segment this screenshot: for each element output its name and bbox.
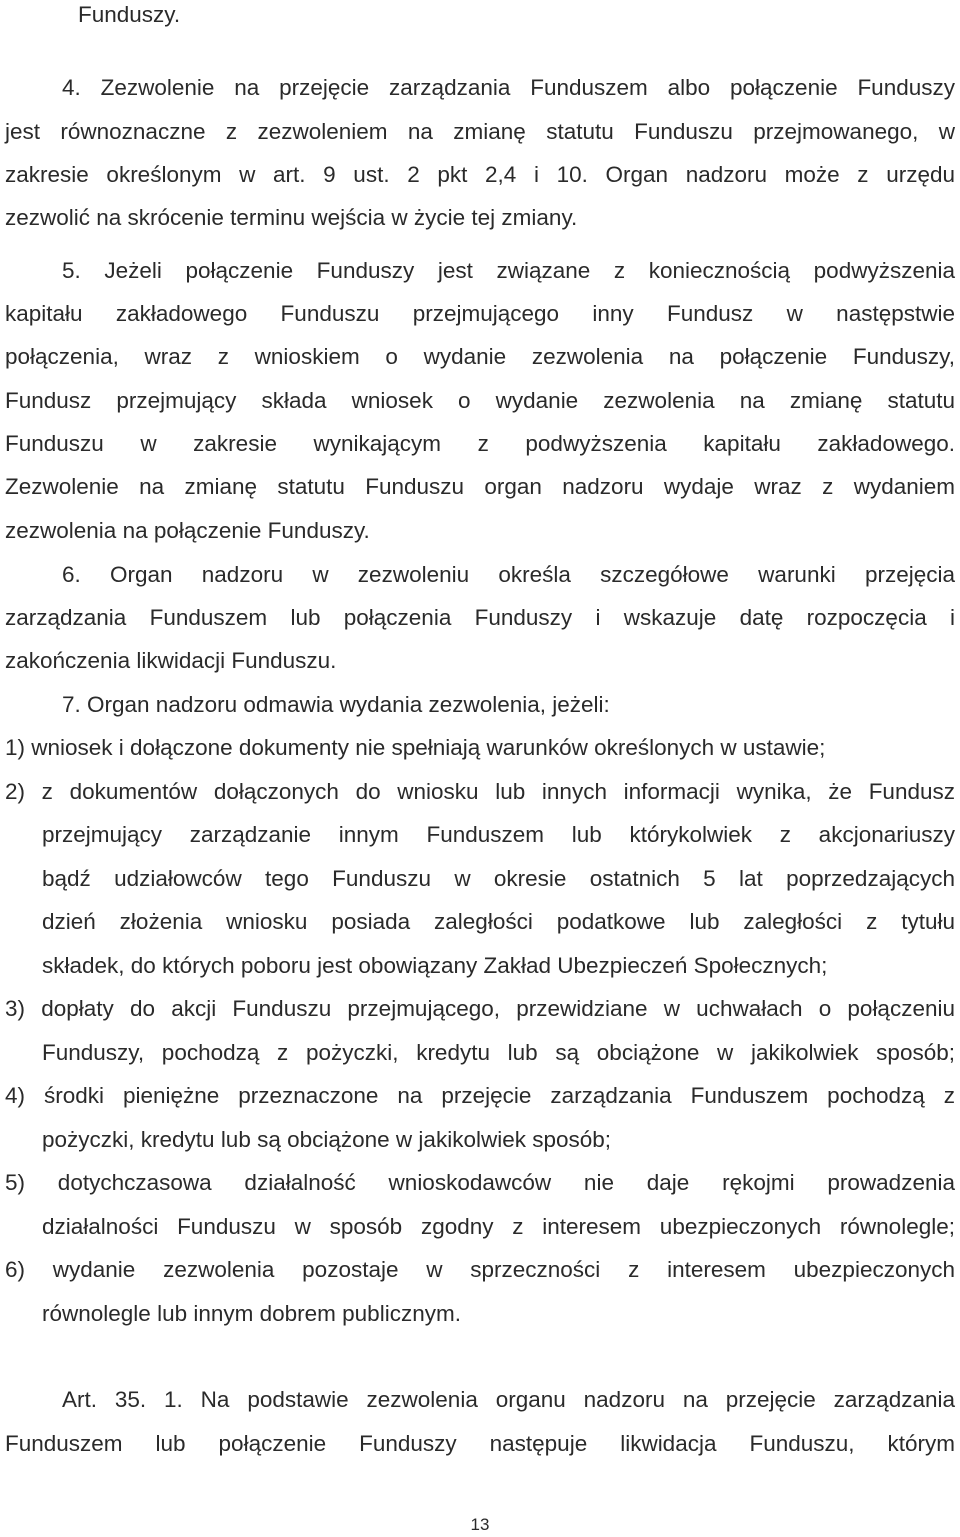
- paragraph-4-line: 4. Zezwolenie na przejęcie zarządzania Funduszem albo połączenie Funduszy: [62, 75, 955, 100]
- paragraph-6-line: zarządzania Funduszem lub połączenia Funduszy i wskazuje datę rozpoczęcia i: [5, 605, 955, 630]
- paragraph-6-line: zakończenia likwidacji Funduszu.: [5, 648, 337, 673]
- paragraph-5-line: Funduszu w zakresie wynikającym z podwyższenia kapitału zakładowego.: [5, 431, 955, 456]
- paragraph-5-line: połączenia, wraz z wnioskiem o wydanie zezwolenia na połączenie Funduszy,: [5, 344, 955, 369]
- list-item-line: 6) wydanie zezwolenia pozostaje w sprzeczności z interesem ubezpieczonych: [5, 1257, 955, 1282]
- list-item-line: przejmujący zarządzanie innym Funduszem lub którykolwiek z akcjonariuszy: [42, 822, 955, 847]
- list-item-line: 2) z dokumentów dołączonych do wniosku lub innych informacji wynika, że Fundusz: [5, 779, 955, 804]
- list-item-line: równolegle lub innym dobrem publicznym.: [42, 1301, 461, 1326]
- list-item-line: 5) dotychczasowa działalność wnioskodawców nie daje rękojmi prowadzenia: [5, 1170, 955, 1195]
- list-item-line: dzień złożenia wniosku posiada zaległości podatkowe lub zaległości z tytułu: [42, 909, 955, 934]
- list-item-line: 4) środki pieniężne przeznaczone na przejęcie zarządzania Funduszem pochodzą z: [5, 1083, 955, 1108]
- paragraph-4-line: jest równoznaczne z zezwoleniem na zmianę statutu Funduszu przejmowanego, w: [5, 119, 955, 144]
- list-item-line: Funduszy, pochodzą z pożyczki, kredytu lub są obciążone w jakikolwiek sposób;: [42, 1040, 955, 1065]
- paragraph-7-line: 7. Organ nadzoru odmawia wydania zezwolenia, jeżeli:: [62, 692, 610, 717]
- article-35-line: Funduszem lub połączenie Funduszy następuje likwidacja Funduszu, którym: [5, 1431, 955, 1456]
- paragraph-5-line: kapitału zakładowego Funduszu przejmującego inny Fundusz w następstwie: [5, 301, 955, 326]
- paragraph-5-line: zezwolenia na połączenie Funduszy.: [5, 518, 370, 543]
- list-item-line: pożyczki, kredytu lub są obciążone w jakikolwiek sposób;: [42, 1127, 612, 1152]
- list-item-line: składek, do których poboru jest obowiązany Zakład Ubezpieczeń Społecznych;: [42, 953, 828, 978]
- paragraph-5-line: Zezwolenie na zmianę statutu Funduszu organ nadzoru wydaje wraz z wydaniem: [5, 474, 955, 499]
- list-item-line: działalności Funduszu w sposób zgodny z interesem ubezpieczonych równolegle;: [42, 1214, 955, 1239]
- paragraph-6-line: 6. Organ nadzoru w zezwoleniu określa szczegółowe warunki przejęcia: [62, 562, 955, 587]
- list-item-line: bądź udziałowców tego Funduszu w okresie ostatnich 5 lat poprzedzających: [42, 866, 955, 891]
- paragraph-4-line: zakresie określonym w art. 9 ust. 2 pkt 2,4 i 10. Organ nadzoru może z urzędu: [5, 162, 955, 187]
- article-35-line: Art. 35. 1. Na podstawie zezwolenia organu nadzoru na przejęcie zarządzania: [62, 1387, 955, 1412]
- text-line: Funduszy.: [78, 2, 181, 27]
- list-item-line: 3) dopłaty do akcji Funduszu przejmującego, przewidziane w uchwałach o połączeniu: [5, 996, 955, 1021]
- list-item-line: 1) wniosek i dołączone dokumenty nie spełniają warunków określonych w ustawie;: [5, 735, 826, 760]
- paragraph-5-line: Fundusz przejmujący składa wniosek o wydanie zezwolenia na zmianę statutu: [5, 388, 955, 413]
- paragraph-5-line: 5. Jeżeli połączenie Funduszy jest związane z koniecznością podwyższenia: [62, 258, 955, 283]
- paragraph-4-line: zezwolić na skrócenie terminu wejścia w życie tej zmiany.: [5, 205, 578, 230]
- page-number: 13: [470, 1515, 490, 1534]
